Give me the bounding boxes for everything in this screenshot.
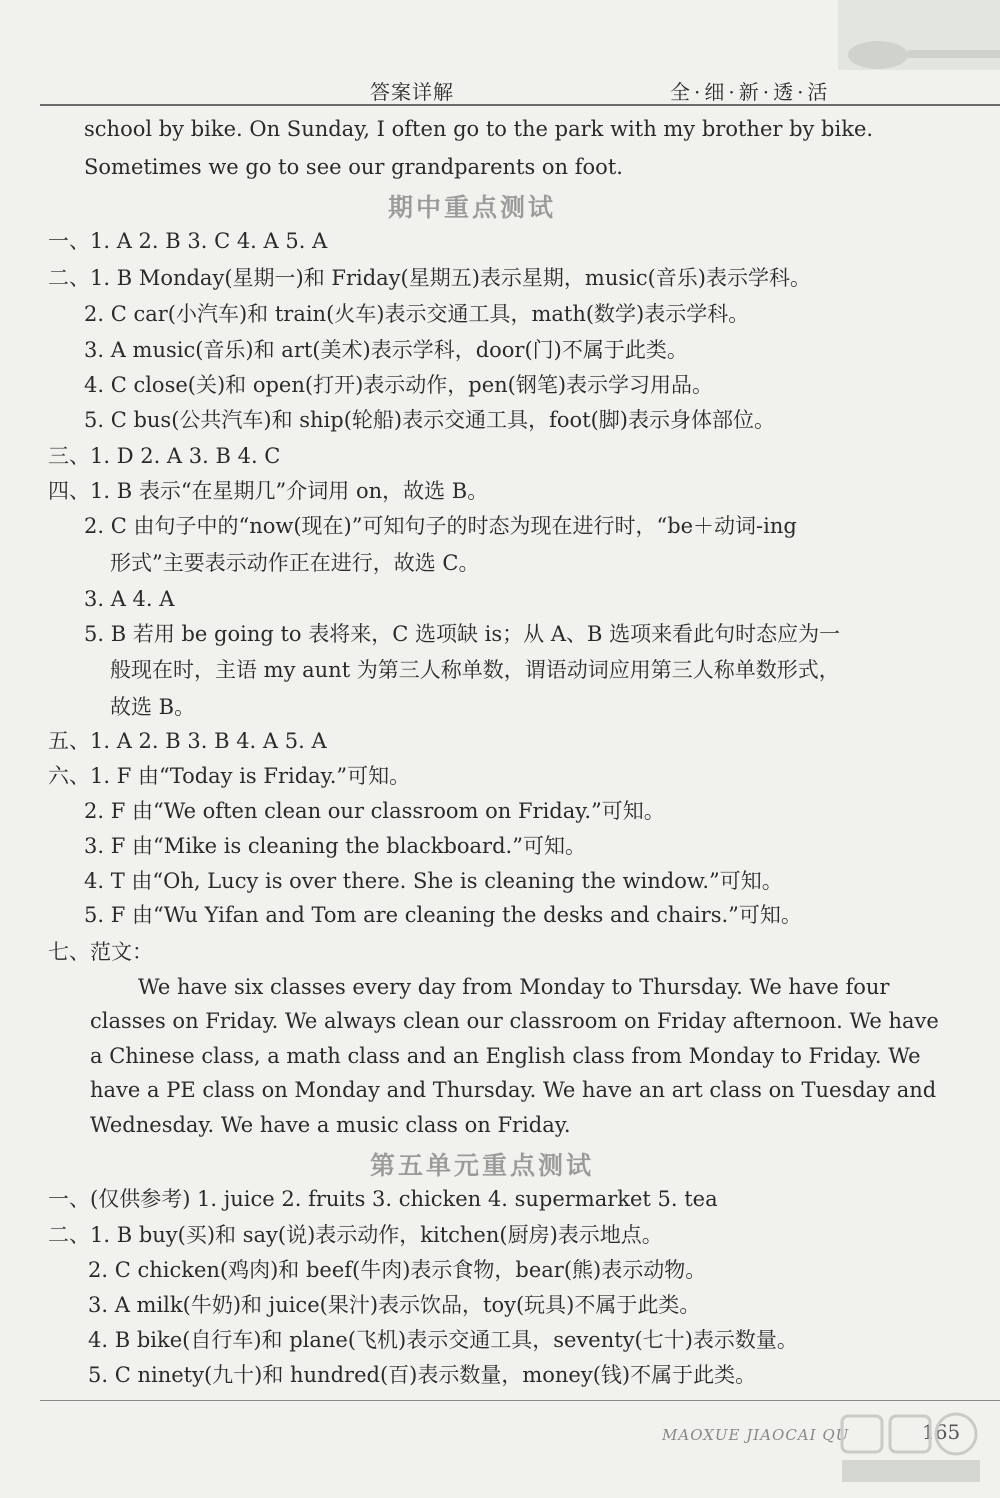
header-title: 答案详解 (370, 80, 454, 104)
footer-series: MAOXUE JIAOCAI QU (662, 1426, 850, 1444)
answer-line: 4. C close(关)和 open(打开)表示动作，pen(钢笔)表示学习用品。 (84, 373, 714, 397)
answer-line: 一、(仅供参考) 1. juice 2. fruits 3. chicken 4. supermarket 5. tea (48, 1187, 718, 1211)
section-title: 第五单元重点测试 (370, 1151, 595, 1180)
answer-line: 四、1. B 表示“在星期几”介词用 on，故选 B。 (48, 479, 489, 503)
section-title: 期中重点测试 (388, 193, 557, 222)
footer-divider (40, 1400, 1000, 1401)
essay-line: We have six classes every day from Monday to Thursday. We have four (138, 975, 890, 999)
corner-logo-icon (838, 0, 1000, 70)
answer-line: 4. T 由“Oh, Lucy is over there. She is cleaning the window.”可知。 (84, 869, 783, 893)
text-line: school by bike. On Sunday, I often go to the park with my brother by bike. (84, 117, 874, 141)
header-divider (40, 104, 1000, 106)
answer-line: 故选 B。 (110, 695, 196, 719)
answer-line: 2. C car(小汽车)和 train(火车)表示交通工具，math(数学)表示学科。 (84, 302, 750, 326)
answer-line: 5. F 由“Wu Yifan and Tom are cleaning the desks and chairs.”可知。 (84, 903, 802, 927)
essay-line: Wednesday. We have a music class on Friday. (90, 1113, 571, 1137)
answer-line: 3. A music(音乐)和 art(美术)表示学科，door(门)不属于此类。 (84, 338, 688, 362)
answer-line: 4. B bike(自行车)和 plane(飞机)表示交通工具，seventy(七十)表示数量。 (88, 1328, 798, 1352)
answer-line: 三、1. D 2. A 3. B 4. C (48, 444, 281, 468)
answer-line: 3. A 4. A (84, 587, 175, 611)
answer-line: 二、1. B buy(买)和 say(说)表示动作，kitchen(厨房)表示地点。 (48, 1223, 663, 1247)
answer-line: 3. A milk(牛奶)和 juice(果汁)表示饮品，toy(玩具)不属于此类。 (88, 1293, 701, 1317)
essay-line: a Chinese class, a math class and an English class from Monday to Friday. We (90, 1044, 921, 1068)
answer-line: 六、1. F 由“Today is Friday.”可知。 (48, 764, 411, 788)
page-number: 165 (922, 1420, 961, 1444)
watermark-icon (836, 1408, 986, 1488)
answer-line: 五、1. A 2. B 3. B 4. A 5. A (48, 729, 327, 753)
answer-line: 七、范文： (48, 940, 153, 964)
text-line: Sometimes we go to see our grandparents on foot. (84, 155, 623, 179)
answer-line: 5. C ninety(九十)和 hundred(百)表示数量，money(钱)不属于此类。 (88, 1363, 757, 1387)
answer-line: 3. F 由“Mike is cleaning the blackboard.”可知。 (84, 834, 586, 858)
answer-line: 5. C bus(公共汽车)和 ship(轮船)表示交通工具，foot(脚)表示身体部位。 (84, 408, 775, 432)
essay-line: have a PE class on Monday and Thursday. We have an art class on Tuesday and (90, 1078, 937, 1102)
header-slogan: 全·细·新·透·活 (670, 80, 832, 104)
answer-line: 一、1. A 2. B 3. C 4. A 5. A (48, 229, 328, 253)
answer-line: 5. B 若用 be going to 表将来，C 选项缺 is；从 A、B 选项来看此句时态应为一 (84, 622, 841, 646)
answer-line: 2. C 由句子中的“now(现在)”可知句子的时态为现在进行时，“be＋动词-ing (84, 514, 797, 538)
page-header (40, 70, 1000, 106)
answer-line: 形式”主要表示动作正在进行，故选 C。 (110, 551, 480, 575)
answer-line: 2. F 由“We often clean our classroom on Friday.”可知。 (84, 799, 665, 823)
answer-line: 般现在时，主语 my aunt 为第三人称单数，谓语动词应用第三人称单数形式， (110, 658, 840, 682)
answer-line: 二、1. B Monday(星期一)和 Friday(星期五)表示星期，music(音乐)表示学科。 (48, 266, 811, 290)
answer-line: 2. C chicken(鸡肉)和 beef(牛肉)表示食物，bear(熊)表示动物。 (88, 1258, 707, 1282)
essay-line: classes on Friday. We always clean our classroom on Friday afternoon. We have (90, 1009, 939, 1033)
